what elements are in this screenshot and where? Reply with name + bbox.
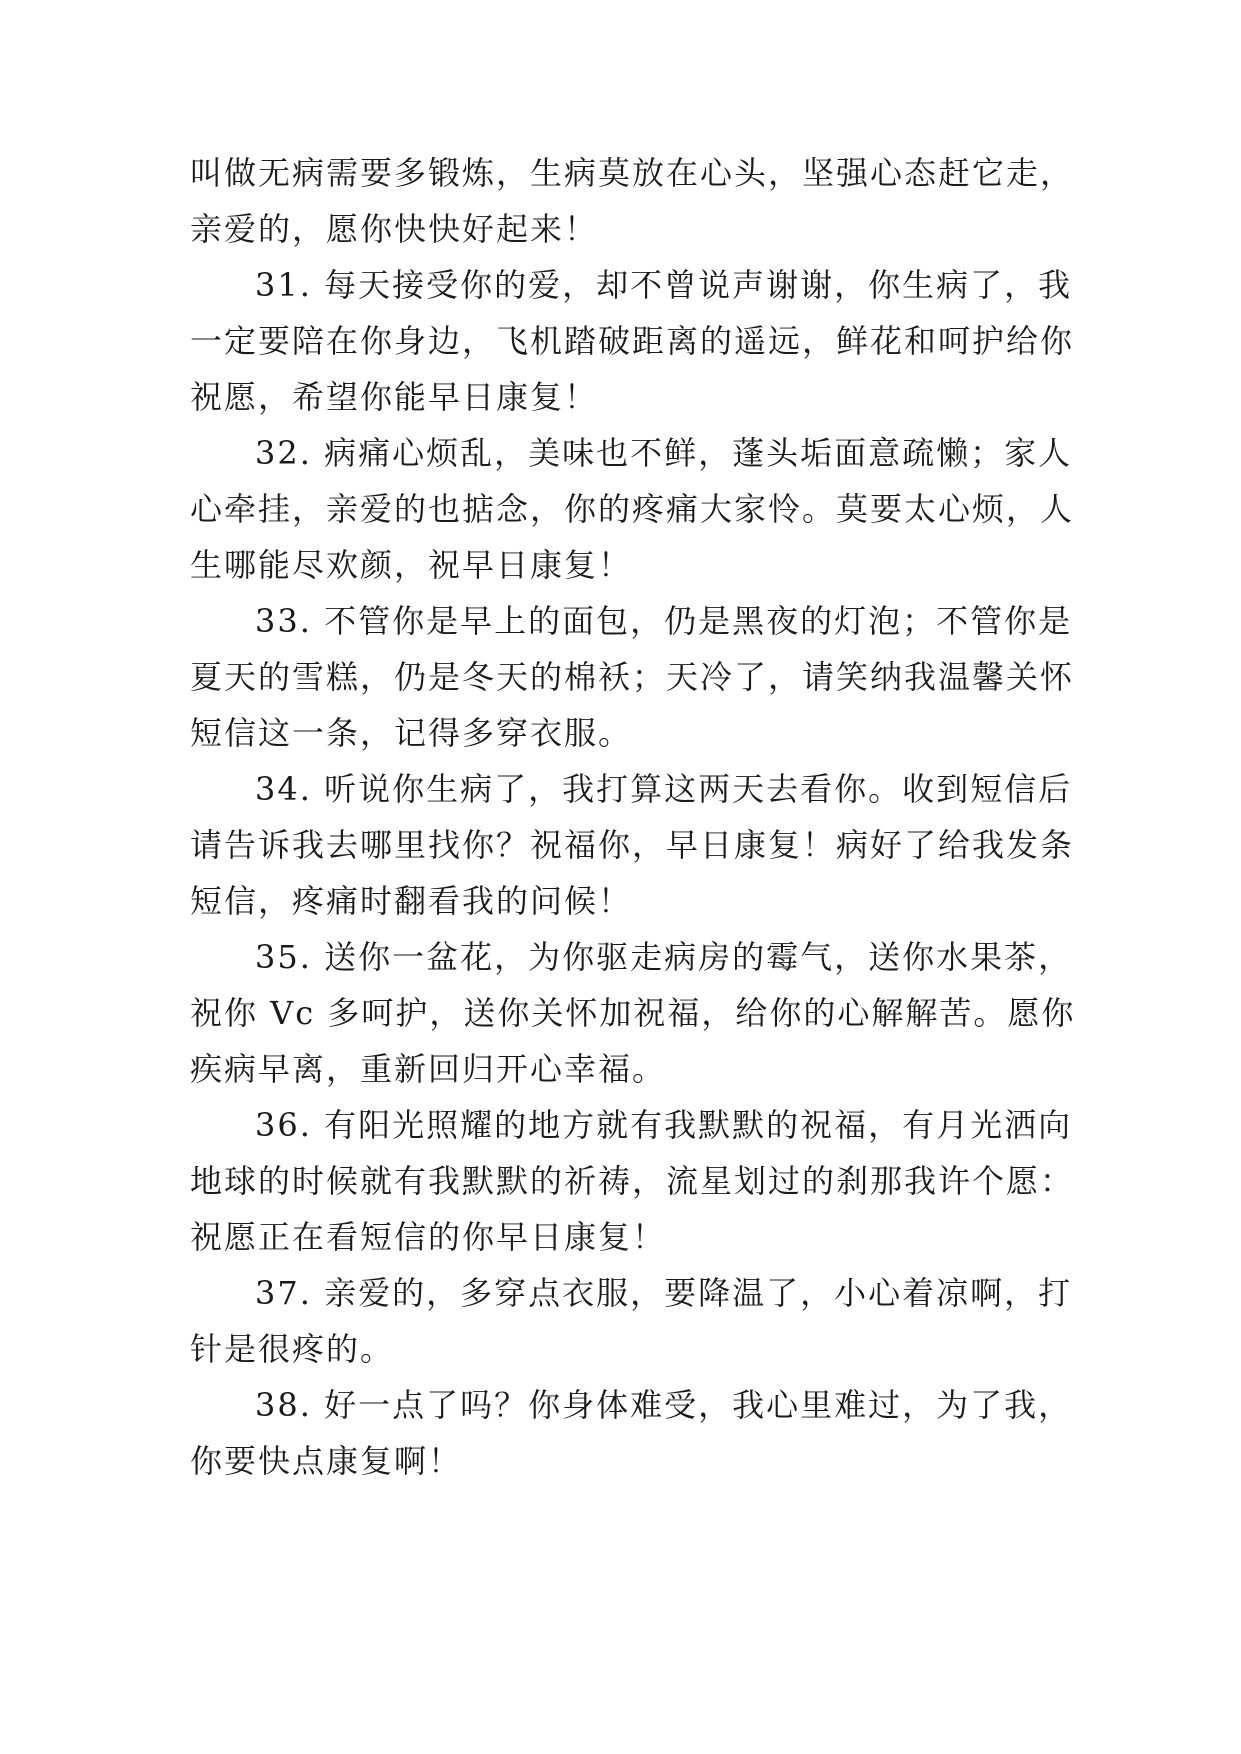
text-line: 你要快点康复啊！: [190, 1442, 463, 1480]
paragraph-35-line: 35. 送你一盆花，为你驱走病房的霉气，送你水果茶，: [255, 938, 1073, 976]
text-line: 夏天的雪糕，仍是冬天的棉袄；天冷了，请笑纳我温馨关怀: [190, 658, 1075, 696]
text-line: 祝你 Vc 多呵护，送你关怀加祝福，给你的心解解苦。愿你: [190, 994, 1076, 1032]
paragraph-37-line: 37. 亲爱的，多穿点衣服，要降温了，小心着凉啊，打: [255, 1274, 1073, 1312]
text-line: 短信这一条，记得多穿衣服。: [190, 714, 633, 752]
text-line: 疾病早离，重新回归开心幸福。: [190, 1050, 667, 1088]
text-line: 叫做无病需要多锻炼，生病莫放在心头，坚强心态赶它走，: [190, 154, 1075, 192]
paragraph-36-line: 36. 有阳光照耀的地方就有我默默的祝福，有月光洒向: [255, 1106, 1073, 1144]
paragraph-31-line: 31. 每天接受你的爱，却不曾说声谢谢，你生病了，我: [255, 266, 1073, 304]
text-line: 请告诉我去哪里找你？祝福你，早日康复！病好了给我发条: [190, 826, 1075, 864]
paragraph-32-line: 32. 病痛心烦乱，美味也不鲜，蓬头垢面意疏懒；家人: [255, 434, 1073, 472]
text-line: 心牵挂，亲爱的也掂念，你的疼痛大家怜。莫要太心烦，人: [190, 490, 1075, 528]
text-line: 生哪能尽欢颜，祝早日康复！: [190, 546, 633, 584]
text-line: 地球的时候就有我默默的祈祷，流星划过的刹那我许个愿：: [190, 1162, 1075, 1200]
paragraph-34-line: 34. 听说你生病了，我打算这两天去看你。收到短信后: [255, 770, 1073, 808]
text-line: 针是很疼的。: [190, 1330, 395, 1368]
text-line: 一定要陪在你身边，飞机踏破距离的遥远，鲜花和呵护给你: [190, 322, 1075, 360]
paragraph-33-line: 33. 不管你是早上的面包，仍是黑夜的灯泡；不管你是: [255, 602, 1073, 640]
paragraph-38-line: 38. 好一点了吗？你身体难受，我心里难过，为了我，: [255, 1386, 1073, 1424]
text-line: 祝愿正在看短信的你早日康复！: [190, 1218, 667, 1256]
text-line: 短信，疼痛时翻看我的问候！: [190, 882, 633, 920]
text-line: 祝愿，希望你能早日康复！: [190, 378, 599, 416]
text-line: 亲爱的，愿你快快好起来！: [190, 210, 599, 248]
